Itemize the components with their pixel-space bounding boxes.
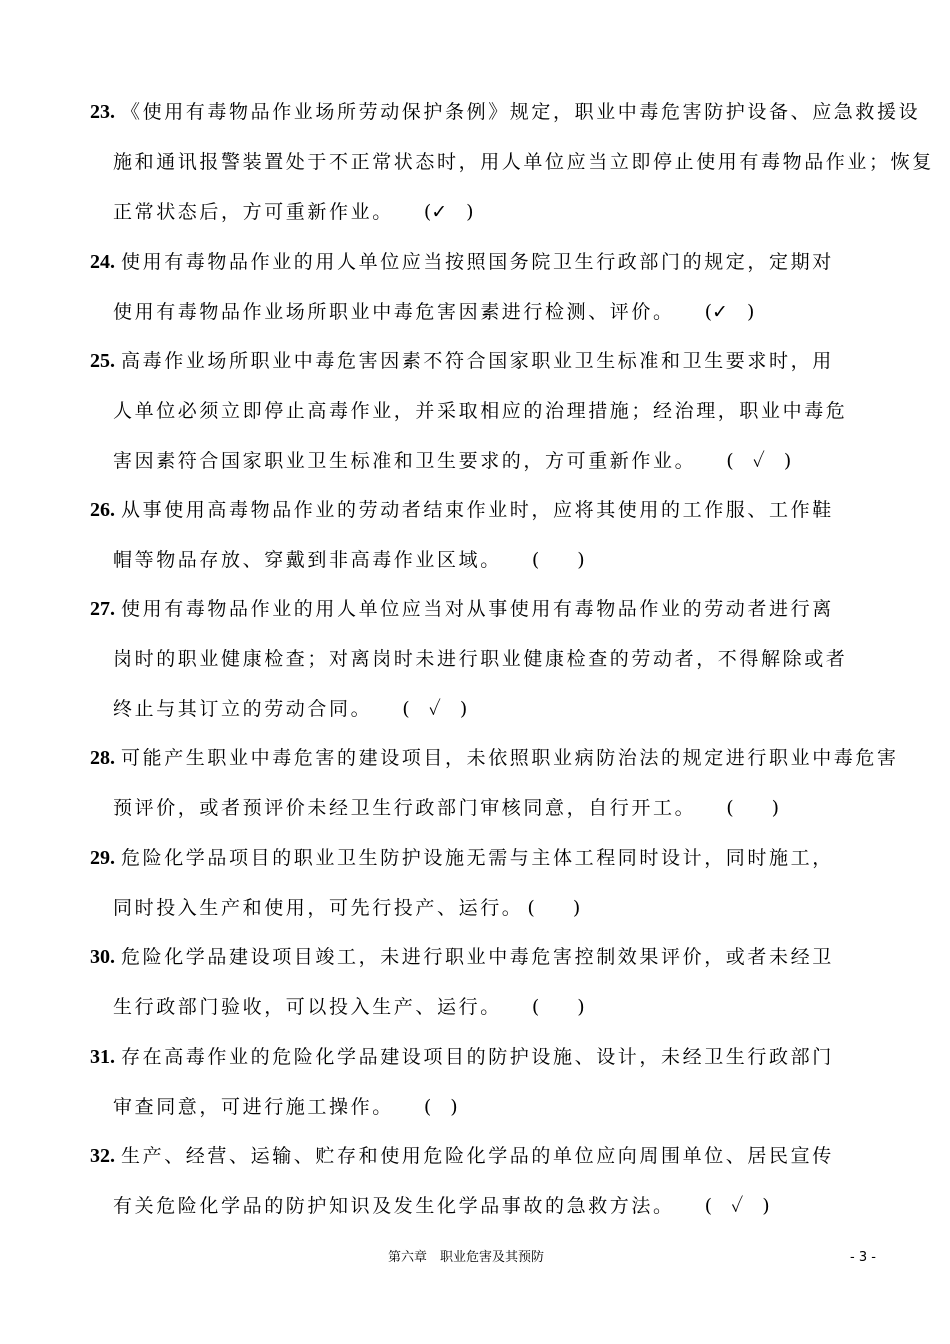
- question-text: 生行政部门验收，可以投入生产、运行。: [113, 996, 502, 1018]
- question-text: 终止与其订立的劳动合同。: [113, 698, 373, 720]
- question-text: 正常状态后，方可重新作业。: [113, 201, 394, 223]
- question-text: 同时投入生产和使用，可先行投产、运行。: [113, 897, 524, 919]
- question-line: [113, 646, 847, 672]
- question-line: [90, 497, 834, 523]
- question-text: 审查同意，可进行施工操作。: [113, 1096, 394, 1118]
- question-line: [90, 1143, 834, 1169]
- answer-mark: ( ✓ ): [402, 698, 468, 720]
- question-number: 31.: [90, 1046, 115, 1068]
- question-text: 从事使用高毒物品作业的劳动者结束作业时，应将其使用的工作服、工作鞋: [121, 499, 834, 521]
- question-line: [113, 696, 467, 722]
- question-line: [90, 845, 834, 871]
- question-text: 使用有毒物品作业的用人单位应当对从事使用有毒物品作业的劳动者进行离: [121, 598, 834, 620]
- question-line: [90, 99, 920, 125]
- question-line: [113, 1094, 458, 1120]
- question-line: [90, 1044, 834, 1070]
- question-line: [113, 199, 474, 225]
- answer-mark: ( ): [531, 996, 585, 1018]
- question-text: 有关危险化学品的防护知识及发生化学品事故的急救方法。: [113, 1195, 675, 1217]
- question-text: 存在高毒作业的危险化学品建设项目的防护设施、设计，未经卫生行政部门: [121, 1046, 834, 1068]
- question-line: [90, 944, 834, 970]
- question-line: [113, 398, 847, 424]
- question-text: 施和通讯报警装置处于不正常状态时，用人单位应当立即停止使用有毒物品作业；恢复: [113, 151, 934, 173]
- question-text: 危险化学品项目的职业卫生防护设施无需与主体工程同时设计，同时施工，: [121, 847, 834, 869]
- question-number: 28.: [90, 747, 115, 769]
- answer-mark: (✓ ): [704, 301, 755, 323]
- question-text: 危险化学品建设项目竣工，未进行职业中毒危害控制效果评价，或者未经卫: [121, 946, 834, 968]
- question-number: 27.: [90, 598, 115, 620]
- question-number: 23.: [90, 101, 115, 123]
- question-text: 帽等物品存放、穿戴到非高毒作业区域。: [113, 549, 502, 571]
- question-text: 可能产生职业中毒危害的建设项目，未依照职业病防治法的规定进行职业中毒危害: [121, 747, 899, 769]
- question-number: 26.: [90, 499, 115, 521]
- question-text: 使用有毒物品作业的用人单位应当按照国务院卫生行政部门的规定，定期对: [121, 251, 834, 273]
- answer-mark: (✓ ): [423, 201, 474, 223]
- footer-page-number: - 3 -: [850, 1250, 876, 1265]
- question-line: [113, 547, 585, 573]
- question-text: 高毒作业场所职业中毒危害因素不符合国家职业卫生标准和卫生要求时，用: [121, 350, 834, 372]
- answer-mark: ( ✓ ): [704, 1195, 770, 1217]
- question-number: 29.: [90, 847, 115, 869]
- question-line: [90, 745, 899, 771]
- answer-mark: ( ✓ ): [726, 450, 792, 472]
- question-line: [113, 1193, 770, 1219]
- question-text: 害因素符合国家职业卫生标准和卫生要求的，方可重新作业。: [113, 450, 697, 472]
- question-line: [113, 149, 934, 175]
- question-text: 预评价，或者预评价未经卫生行政部门审核同意，自行开工。: [113, 797, 697, 819]
- question-line: [90, 348, 834, 374]
- footer-chapter-title: 第六章 职业危害及其预防: [388, 1250, 545, 1265]
- question-text: 人单位必须立即停止高毒作业，并采取相应的治理措施；经治理，职业中毒危: [113, 400, 848, 422]
- answer-mark: ( ): [726, 797, 780, 819]
- question-text: 岗时的职业健康检查；对离岗时未进行职业健康检查的劳动者，不得解除或者: [113, 648, 848, 670]
- answer-mark: ( ): [531, 549, 585, 571]
- question-number: 32.: [90, 1145, 115, 1167]
- question-line: [113, 895, 580, 921]
- question-line: [113, 448, 791, 474]
- answer-mark: ( ): [423, 1096, 458, 1118]
- answer-mark: ( ): [527, 897, 581, 919]
- question-text: 《使用有毒物品作业场所劳动保护条例》规定，职业中毒危害防护设备、应急救援设: [121, 101, 921, 123]
- question-number: 24.: [90, 251, 115, 273]
- question-line: [113, 299, 754, 325]
- question-number: 25.: [90, 350, 115, 372]
- question-text: 生产、经营、运输、贮存和使用危险化学品的单位应向周围单位、居民宣传: [121, 1145, 834, 1167]
- question-line: [90, 596, 834, 622]
- question-line: [113, 994, 585, 1020]
- question-number: 30.: [90, 946, 115, 968]
- question-line: [113, 795, 779, 821]
- question-text: 使用有毒物品作业场所职业中毒危害因素进行检测、评价。: [113, 301, 675, 323]
- question-line: [90, 249, 834, 275]
